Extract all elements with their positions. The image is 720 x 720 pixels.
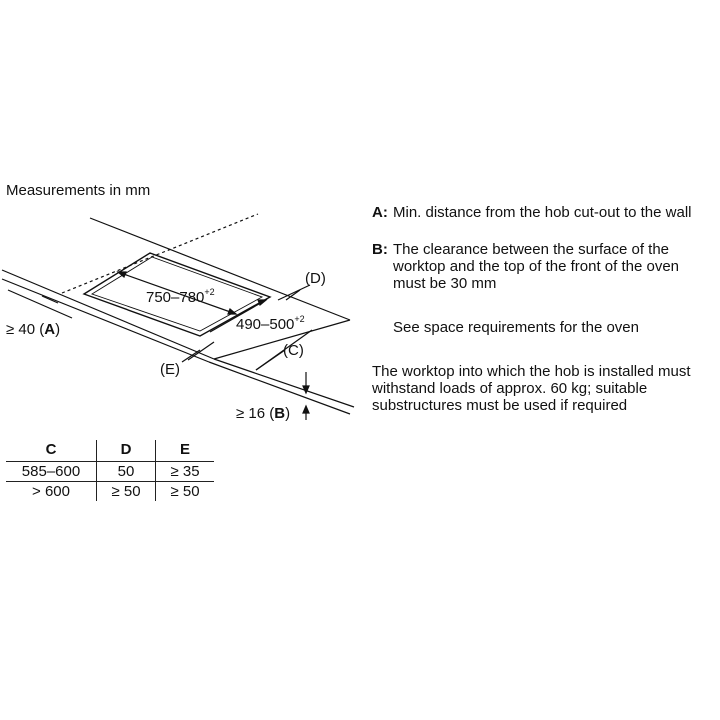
note-b xyxy=(372,241,702,292)
notes-panel xyxy=(372,204,702,414)
a-dim-line xyxy=(42,296,58,303)
c-leader xyxy=(256,350,285,370)
depth-dim-arrow-top xyxy=(258,300,266,305)
label-hob-width: $750-780^{+2}$ xyxy=(146,287,215,306)
table-cell: ≥ 50 xyxy=(156,482,215,502)
table-cell: 585–600 xyxy=(6,462,97,482)
table-header-row xyxy=(6,440,214,462)
width-dim-arrow-left xyxy=(118,272,126,277)
hob-width-tolerance: +2 xyxy=(204,287,215,297)
label-d: (D) xyxy=(305,270,326,287)
table-cell: ≥ 35 xyxy=(156,462,215,482)
table-cell: ≥ 50 xyxy=(97,482,156,502)
note-oven xyxy=(372,319,702,336)
hob-depth-tolerance: +2 xyxy=(294,314,305,324)
label-c: (C) xyxy=(283,342,304,359)
label-b: ≥ 16 (B) xyxy=(236,405,291,422)
table-row xyxy=(6,482,214,502)
worktop-back-edge xyxy=(90,218,350,320)
table-cell: 50 xyxy=(97,462,156,482)
measurements-heading: Measurements in mm xyxy=(6,182,151,199)
b-arrow-top-head xyxy=(303,386,309,393)
note-a xyxy=(372,204,702,221)
label-hob-depth: $490-500^{+2}$ xyxy=(236,314,305,333)
table-header-e: E xyxy=(156,440,215,462)
worktop-front-edge-top xyxy=(214,359,354,407)
note-b-key: B: xyxy=(372,241,388,258)
table-header-c: C xyxy=(6,440,97,462)
table-row xyxy=(6,462,214,482)
b-arrow-bottom-head xyxy=(303,406,309,413)
note-b-text: The clearance between the surface of the worktop and the top of the front of the oven must be 30 mm xyxy=(393,241,680,292)
table-header-d: D xyxy=(97,440,156,462)
label-a: ≥ 40 (A) xyxy=(6,321,61,338)
label-e: (E) xyxy=(160,361,180,378)
table-cell: > 600 xyxy=(32,483,70,500)
dimension-table xyxy=(6,440,214,501)
note-oven-text: See space requirements for the oven xyxy=(393,319,639,336)
note-a-text: Min. distance from the hob cut-out to the wall xyxy=(393,204,692,221)
note-worktop xyxy=(372,363,702,414)
note-a-key: A: xyxy=(372,204,388,221)
note-worktop-text: The worktop into which the hob is installed must withstand loads of approx. 60 kg; suitable substructures must be used if required xyxy=(372,363,691,414)
worktop-left-edge-top xyxy=(2,270,214,359)
